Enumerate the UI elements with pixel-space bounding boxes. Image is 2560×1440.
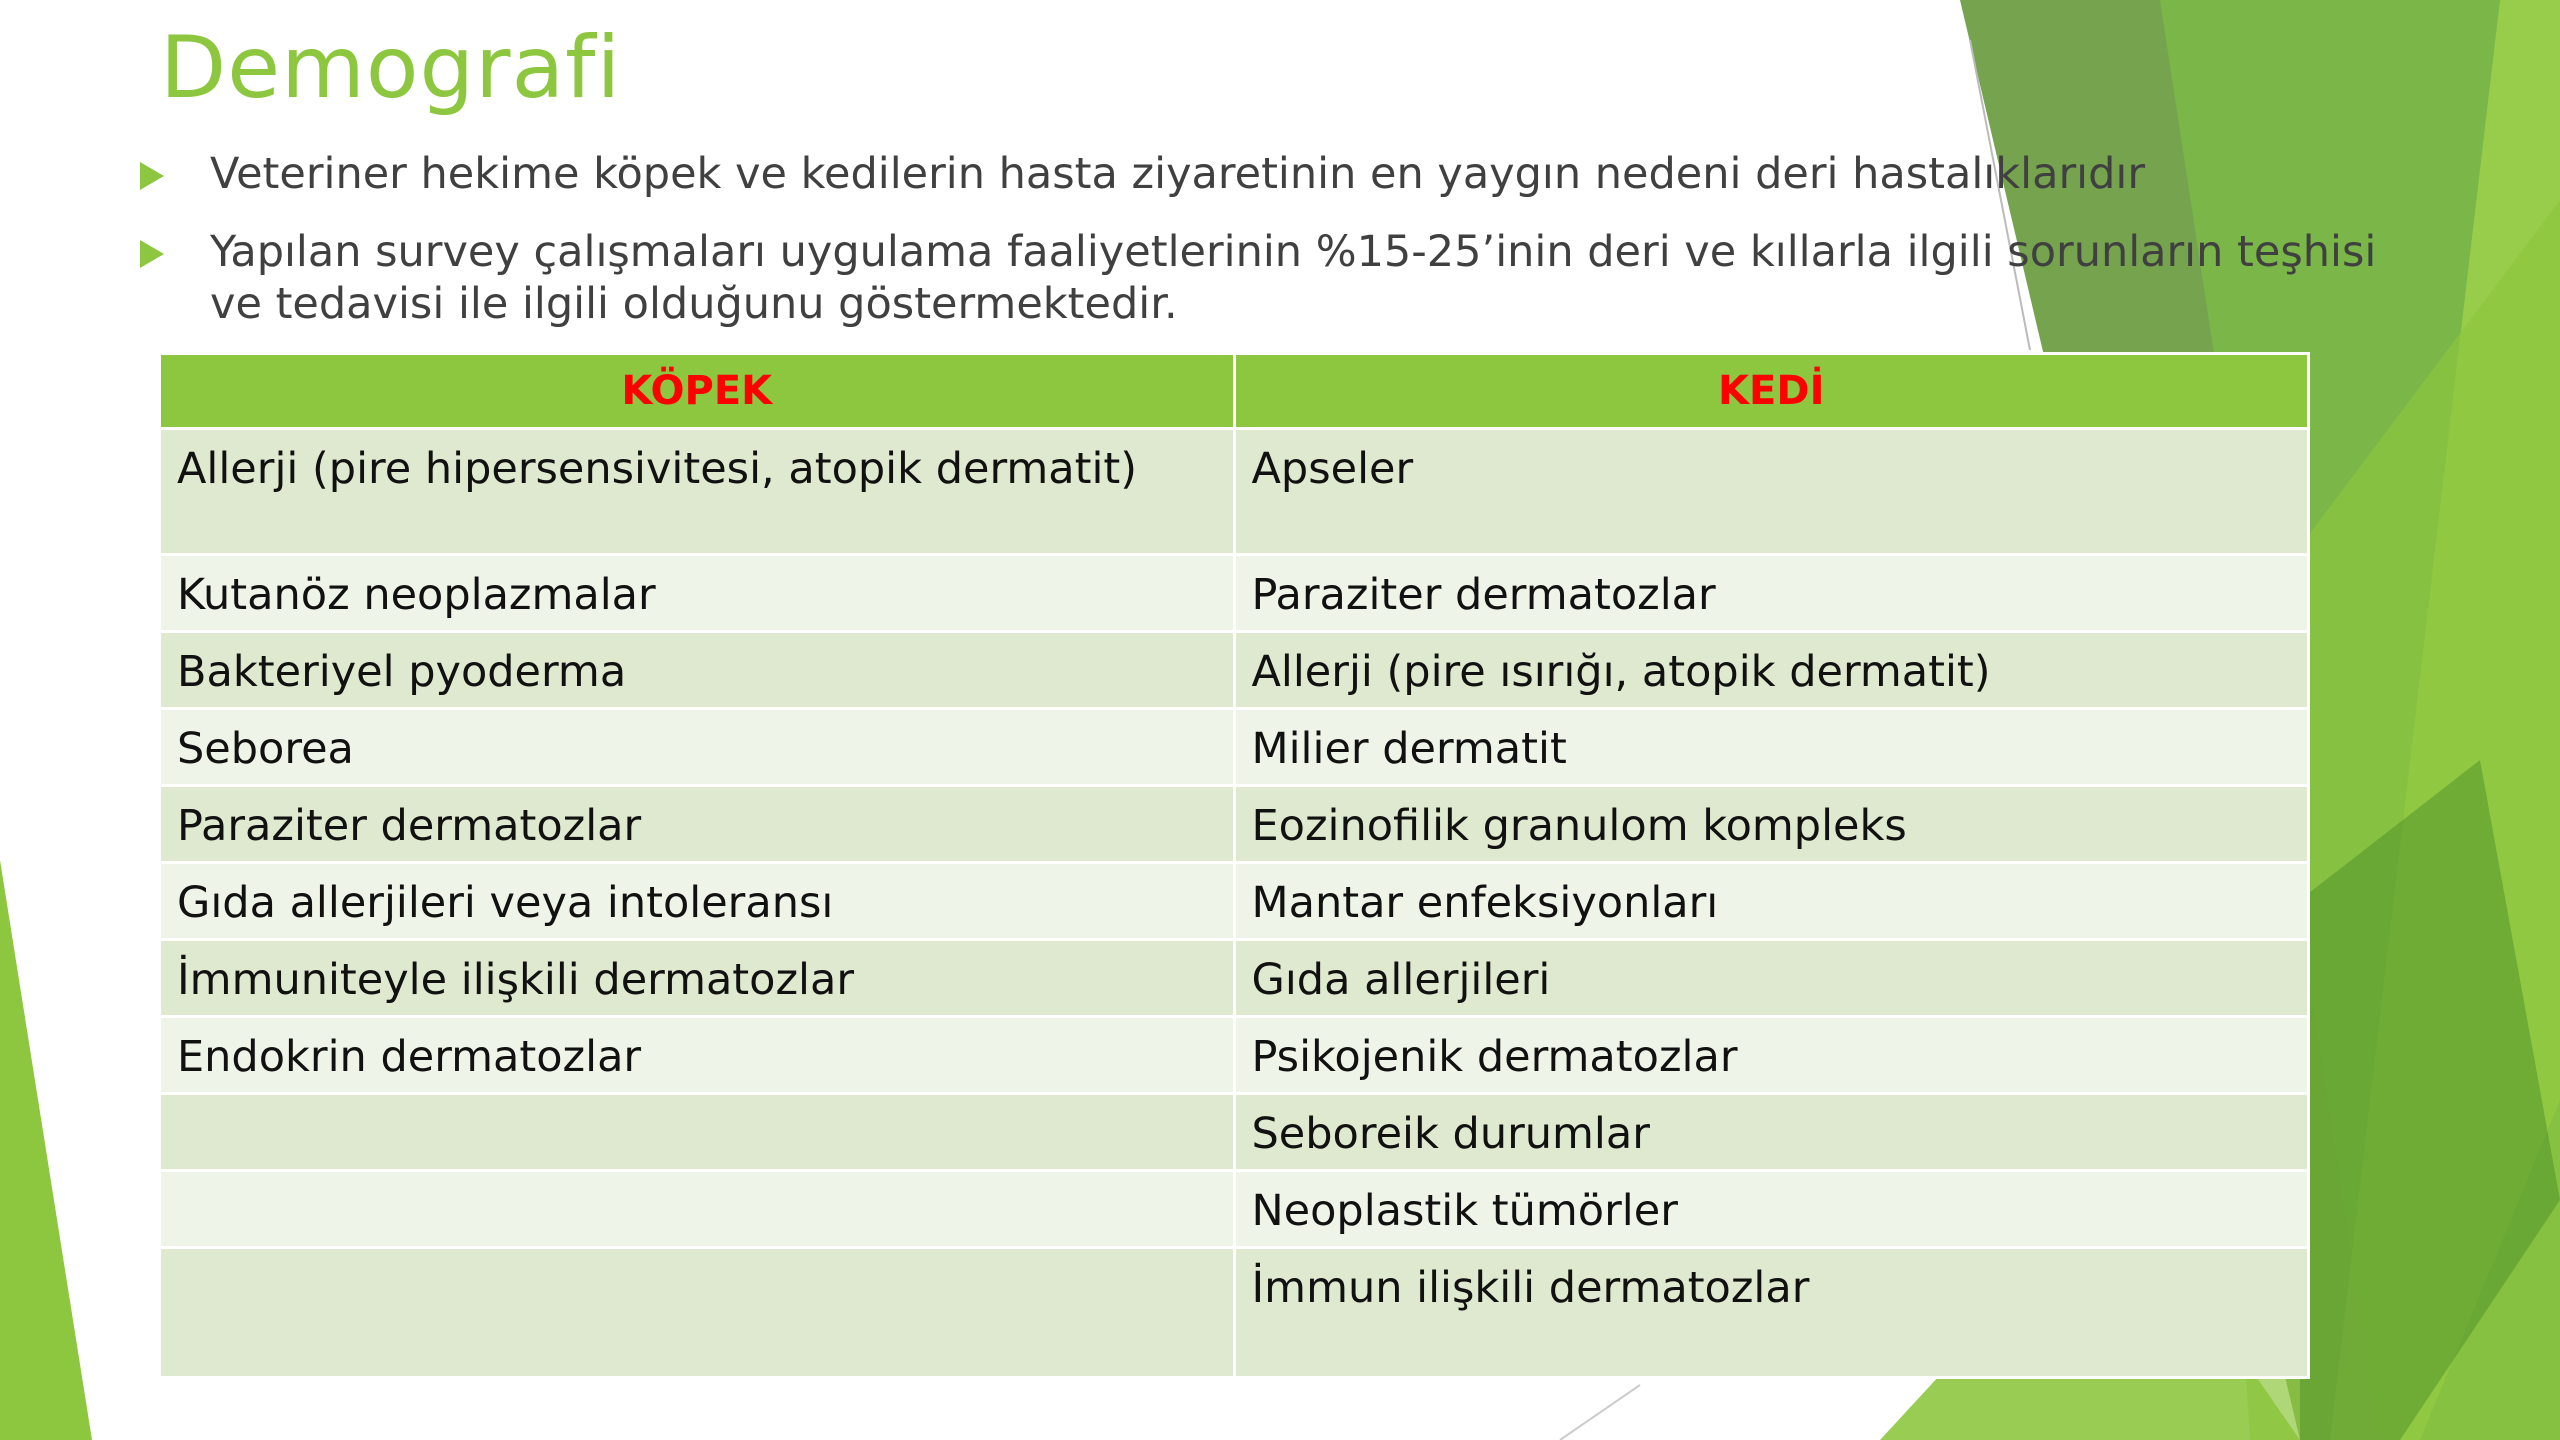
table-row: [160, 1094, 2309, 1171]
table-cell: Milier dermatit: [1234, 709, 2309, 786]
table-cell: Apseler: [1234, 429, 2309, 555]
table-row: [160, 1017, 2309, 1094]
table-cell: Paraziter dermatozlar: [1234, 555, 2309, 632]
table-cell: Gıda allerjileri: [1234, 940, 2309, 1017]
table-row: [160, 786, 2309, 863]
triangle-bullet-icon: [140, 162, 164, 190]
table-cell: Allerji (pire ısırığı, atopik dermatit): [1234, 632, 2309, 709]
table-row: [160, 863, 2309, 940]
disease-table: [158, 352, 2310, 1379]
table-row: [160, 555, 2309, 632]
table-cell: Bakteriyel pyoderma: [160, 632, 1235, 709]
table-cell: Paraziter dermatozlar: [160, 786, 1235, 863]
header-kopek: KÖPEK: [160, 354, 1235, 429]
table-cell: [160, 1171, 1235, 1248]
table-cell: Allerji (pire hipersensivitesi, atopik dermatit): [160, 429, 1235, 555]
table-cell: [160, 1248, 1235, 1378]
deco-line-2: [1560, 1385, 1640, 1440]
triangle-bullet-icon: [140, 240, 164, 268]
bullet-item: [140, 226, 2420, 330]
table-row: [160, 429, 2309, 555]
table-row: [160, 709, 2309, 786]
table-cell: Eozinofilik granulom kompleks: [1234, 786, 2309, 863]
table-row: [160, 1248, 2309, 1378]
table-cell: [160, 1094, 1235, 1171]
table-cell: İmmuniteyle ilişkili dermatozlar: [160, 940, 1235, 1017]
table-cell: İmmun ilişkili dermatozlar: [1234, 1248, 2309, 1378]
slide-title: Demografi: [160, 18, 622, 118]
table-cell: Seboreik durumlar: [1234, 1094, 2309, 1171]
bullet-list: [140, 148, 2420, 356]
table-cell: Kutanöz neoplazmalar: [160, 555, 1235, 632]
bullet-text: Yapılan survey çalışmaları uygulama faaliyetlerinin %15-25’inin deri ve kıllarla ilgili sorunların teşhisi ve tedavisi ile ilgili olduğunu göstermektedir.: [210, 227, 2377, 329]
table-cell: Seborea: [160, 709, 1235, 786]
table-cell: Neoplastik tümörler: [1234, 1171, 2309, 1248]
header-kedi: KEDİ: [1234, 354, 2309, 429]
table-row: [160, 940, 2309, 1017]
table-cell: Endokrin dermatozlar: [160, 1017, 1235, 1094]
deco-shape-left: [0, 860, 92, 1440]
table-cell: Gıda allerjileri veya intoleransı: [160, 863, 1235, 940]
table-header-row: [160, 354, 2309, 429]
table-cell: Mantar enfeksiyonları: [1234, 863, 2309, 940]
bullet-text: Veteriner hekime köpek ve kedilerin hasta ziyaretinin en yaygın nedeni deri hastalıklarıdır: [210, 149, 2145, 199]
table-row: [160, 632, 2309, 709]
table-row: [160, 1171, 2309, 1248]
bullet-item: [140, 148, 2420, 200]
table-cell: Psikojenik dermatozlar: [1234, 1017, 2309, 1094]
